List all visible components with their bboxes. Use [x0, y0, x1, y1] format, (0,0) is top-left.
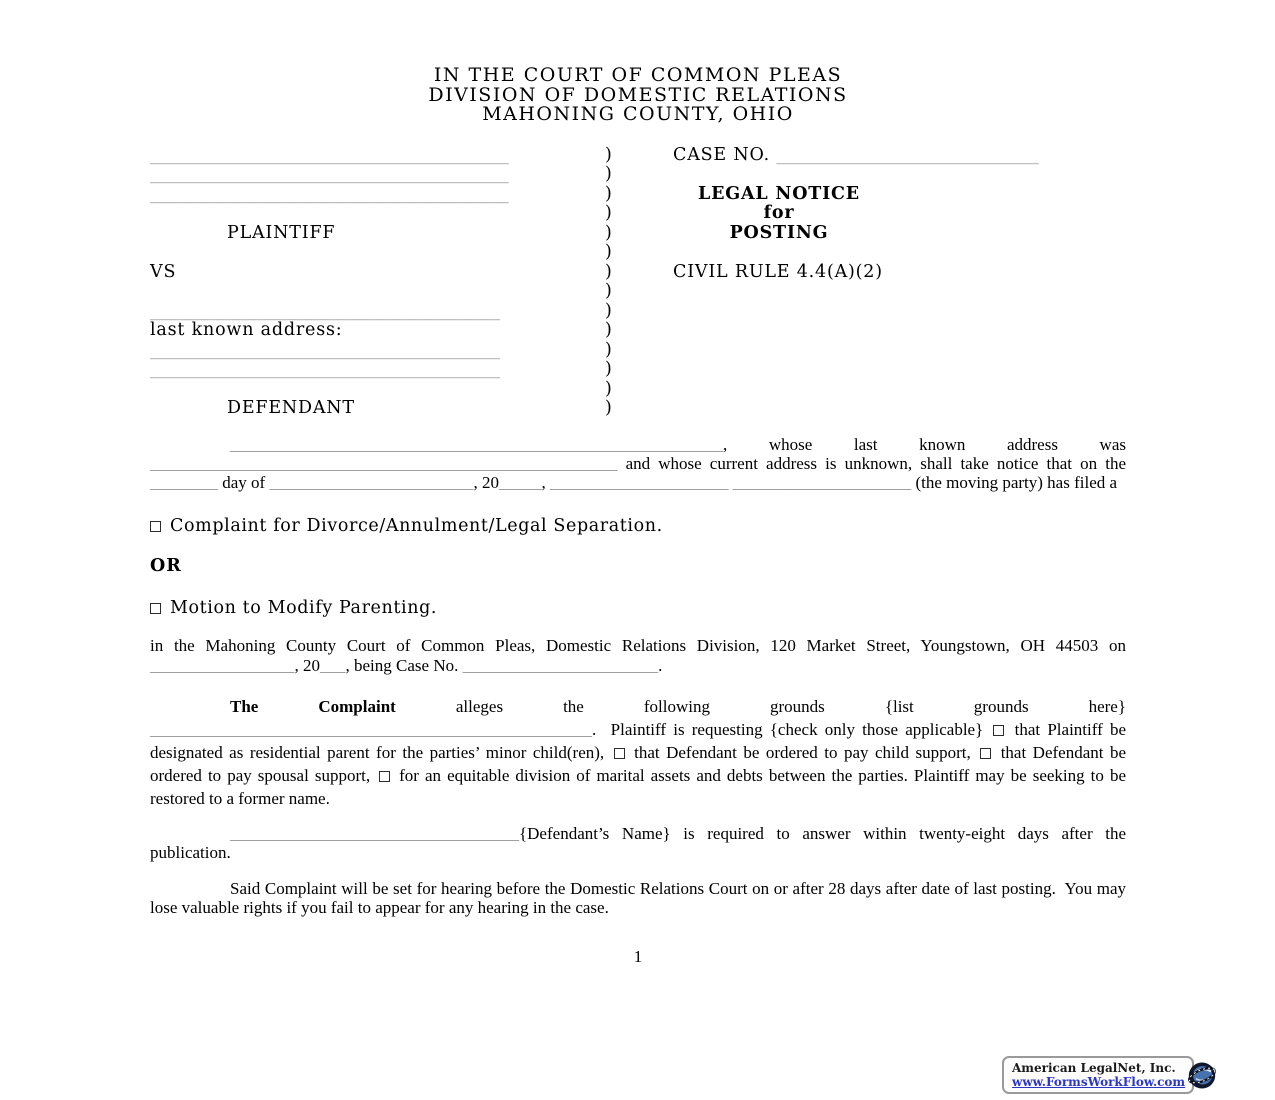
text-run: that Plaintiff be designated as residential parent for the parties’ minor child(ren), — [150, 719, 1126, 762]
text-run: for an equitable division of marital assets and debts between the parties. Plaintiff may be seeking to be restored to a former name. — [150, 765, 1126, 808]
defendant-name-field[interactable]: ________________________________________ — [150, 300, 500, 321]
paren-divider: ) — [605, 203, 613, 223]
text-run: and whose current address is unknown, shall take notice that on the — [617, 453, 1126, 473]
logo-text-block — [1012, 1061, 1185, 1089]
caption-divider — [605, 146, 673, 419]
blank-field[interactable]: ________ — [150, 473, 218, 493]
header-county-line: MAHONING COUNTY, OHIO — [482, 103, 794, 125]
title-line-legal-notice: LEGAL NOTICE — [698, 183, 860, 204]
globe-icon — [1187, 1061, 1217, 1090]
paren-divider: ) — [605, 398, 613, 418]
vs-label: VS — [150, 261, 177, 282]
case-no-field[interactable]: ______________________________ — [776, 144, 1039, 165]
checkbox-icon[interactable] — [993, 725, 1004, 736]
header-division-line: DIVISION OF DOMESTIC RELATIONS — [428, 83, 848, 106]
court-header — [150, 66, 1126, 125]
text-run: {Defendant’s Name} is required to answer within twenty-eight days after the publication. — [150, 823, 1126, 863]
last-known-address-label: last known address: — [150, 320, 343, 340]
checkbox-icon[interactable] — [150, 521, 161, 532]
title-line-posting: POSTING — [729, 222, 829, 243]
option-motion-label: Motion to Modify Parenting. — [170, 598, 438, 619]
title-line-for: for — [763, 203, 795, 223]
blank-field[interactable]: _____________________ — [732, 473, 912, 493]
text-run: , whose last known address was — [723, 434, 1126, 454]
or-label: OR — [150, 556, 182, 577]
text-run: in the Mahoning County Court of Common Pleas, Domestic Relations Division, 120 Market Street, Youngstown, OH 44503 on — [150, 636, 1126, 656]
blank-field[interactable]: __________________________________________________________ — [230, 434, 723, 454]
court-location-paragraph — [150, 636, 1126, 675]
text-run: , being Case No. — [345, 655, 463, 675]
formsworkflow-link[interactable]: www.FormsWorkFlow.com — [1012, 1075, 1186, 1089]
caption-parties-column — [150, 146, 605, 419]
text-run: The Complaint — [230, 696, 396, 716]
blank-field[interactable]: ___ — [320, 655, 346, 675]
blank-field[interactable]: _______________________________________________________ — [150, 453, 618, 473]
header-court-line: IN THE COURT OF COMMON PLEAS — [433, 64, 843, 86]
blank-field[interactable]: ____________________________________________________ — [150, 719, 592, 739]
blank-field[interactable]: _____ — [498, 473, 542, 493]
plaintiff-name-field[interactable]: _________________________________________ — [150, 144, 509, 165]
paren-divider: ) — [605, 320, 613, 340]
defendant-label: DEFENDANT — [227, 398, 355, 418]
text-run: , 20 — [294, 655, 320, 675]
paren-divider: ) — [605, 222, 613, 243]
option-motion-row — [150, 598, 1126, 618]
page-number: 1 — [633, 947, 643, 967]
option-complaint-label: Complaint for Divorce/Annulment/Legal Separation. — [170, 516, 663, 537]
logo-brand-name: American LegalNet, Inc. — [1012, 1061, 1176, 1075]
text-run: that Defendant be ordered to pay child support, — [627, 742, 978, 762]
defendant-address-field-2[interactable]: ________________________________________ — [150, 359, 500, 379]
hearing-paragraph: Said Complaint will be set for hearing before the Domestic Relations Court on or after 28 days after date of last posting. You may lose valuable rights if you fail to appear for any hearing in the case. — [150, 878, 1126, 917]
plaintiff-address-field-1[interactable]: _________________________________________ — [150, 164, 509, 184]
paren-divider: ) — [605, 300, 613, 321]
plaintiff-label: PLAINTIFF — [227, 222, 336, 243]
checkbox-icon[interactable] — [614, 748, 625, 759]
blank-field[interactable]: _____________________ — [549, 473, 729, 493]
case-no-label: CASE NO. — [673, 144, 770, 165]
text-run: , — [541, 473, 550, 493]
checkbox-icon[interactable] — [150, 603, 161, 614]
blank-field[interactable]: ________________________ — [269, 473, 474, 493]
text-run: , 20 — [473, 473, 499, 493]
text-run: day of — [218, 473, 270, 493]
american-legalnet-logo[interactable] — [1002, 1056, 1194, 1094]
paren-divider: ) — [605, 359, 613, 379]
notice-paragraph — [150, 435, 1126, 493]
paren-divider: ) — [605, 242, 613, 262]
checkbox-icon[interactable] — [980, 748, 991, 759]
text-run: . — [658, 655, 663, 675]
blank-field[interactable]: _______________________ — [462, 655, 659, 675]
paren-divider: ) — [605, 281, 613, 301]
text-run: . Plaintiff is requesting {check only those applicable} — [592, 719, 991, 739]
blank-field[interactable]: _________________ — [150, 655, 295, 675]
blank-field[interactable]: __________________________________ — [230, 823, 519, 843]
text-run: (the moving party) has filed a — [911, 473, 1118, 493]
civil-rule-label: CIVIL RULE 4.4(A)(2) — [673, 261, 883, 282]
document-title — [673, 185, 885, 244]
paren-divider: ) — [605, 261, 613, 282]
paren-divider: ) — [605, 164, 613, 184]
text-run: that Defendant be ordered to pay spousal support, — [150, 742, 1126, 785]
paren-divider: ) — [605, 144, 613, 165]
defendant-address-field-1[interactable]: ________________________________________ — [150, 339, 500, 360]
option-complaint-row — [150, 516, 1126, 536]
paren-divider: ) — [605, 183, 613, 204]
caption-title-column — [673, 146, 1126, 419]
checkbox-icon[interactable] — [379, 771, 390, 782]
document-content — [150, 0, 1126, 967]
case-caption — [150, 146, 1126, 419]
complaint-allegations-paragraph — [150, 695, 1126, 810]
answer-requirement-paragraph — [150, 824, 1126, 863]
paren-divider: ) — [605, 378, 613, 399]
text-run: alleges the following grounds {list grounds here} — [395, 696, 1127, 716]
plaintiff-address-field-2[interactable]: _________________________________________ — [150, 183, 509, 204]
paren-divider: ) — [605, 339, 613, 360]
